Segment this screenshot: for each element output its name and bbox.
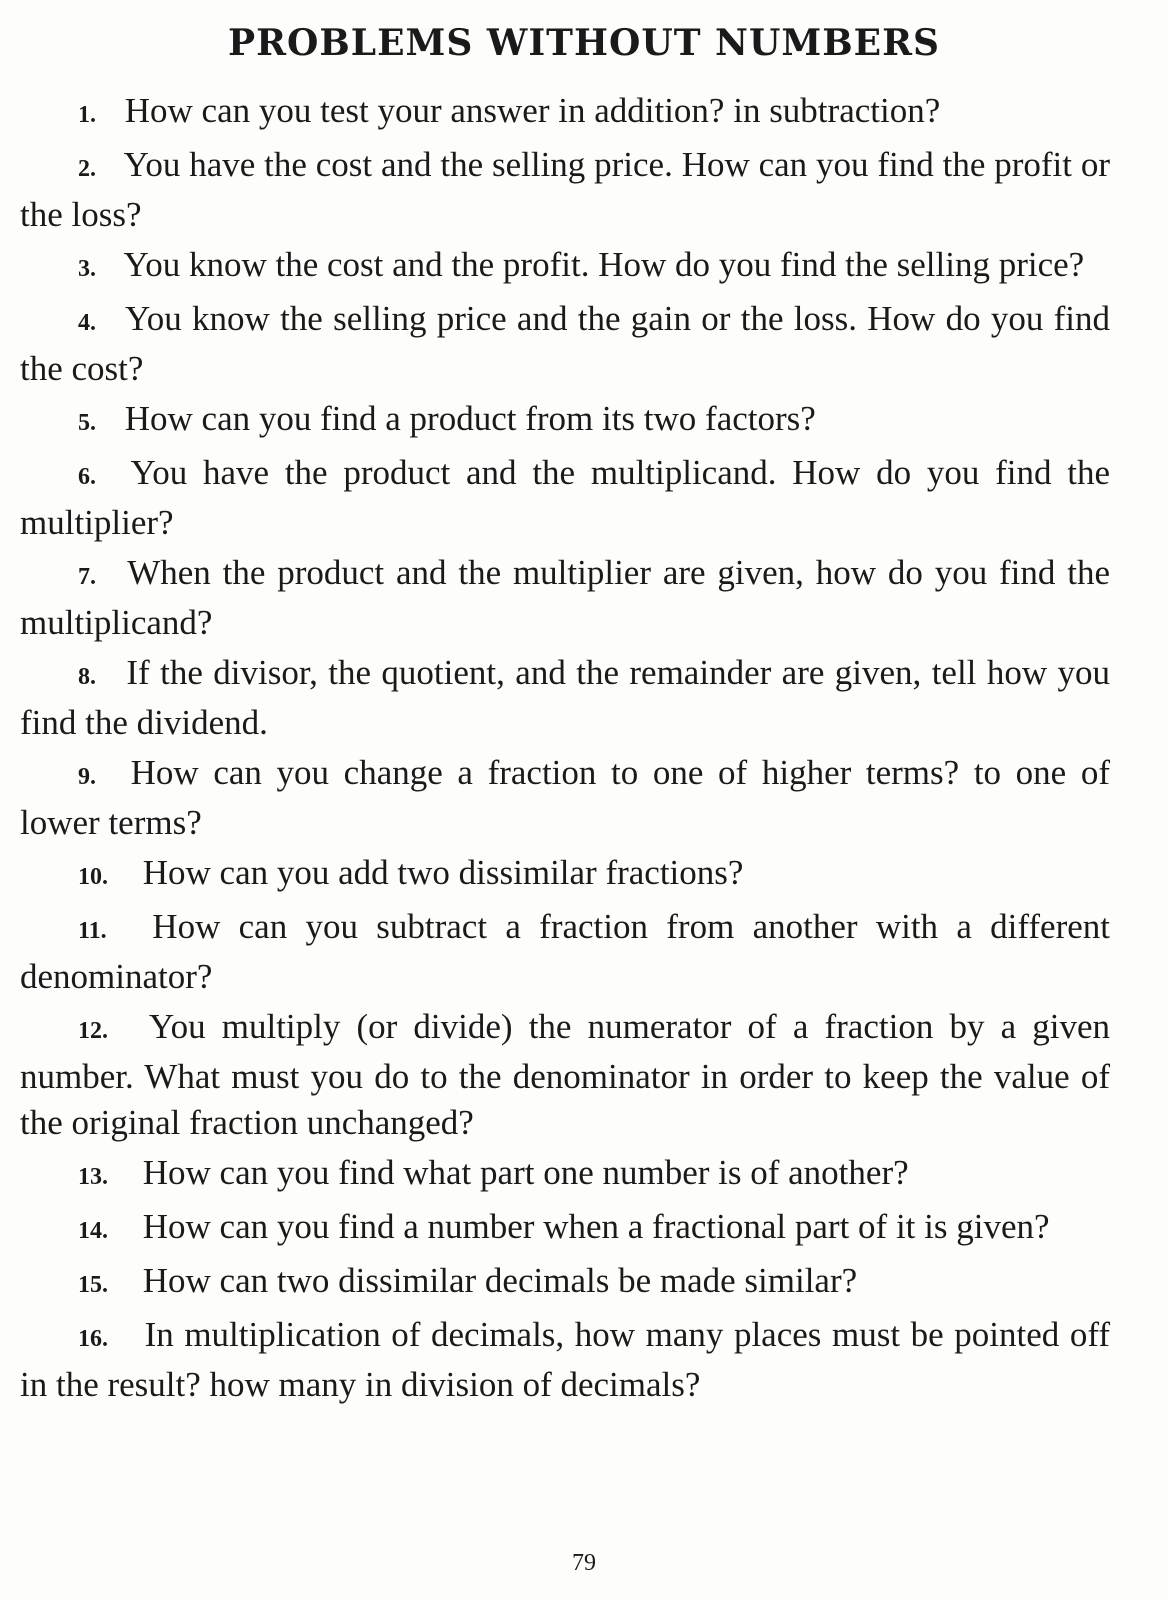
problem-number: 4.: [78, 310, 96, 336]
problem-number: 6.: [78, 464, 96, 490]
problem-text: How can you find a product from its two factors?: [124, 399, 816, 438]
problem-item: [20, 1004, 1110, 1146]
problem-text: In multiplication of decimals, how many places must be pointed off in the result? how many in division of decimals?: [20, 1315, 1110, 1404]
problem-item: [20, 142, 1110, 238]
problem-item: [20, 296, 1110, 392]
problem-item: [20, 904, 1110, 1000]
problem-number: 10.: [78, 864, 108, 890]
problem-text: How can you find what part one number is of another?: [142, 1153, 909, 1192]
problem-text: You know the cost and the profit. How do you find the selling price?: [123, 245, 1085, 284]
page-title: PROBLEMS WITHOUT NUMBERS: [228, 22, 940, 64]
problem-item: [20, 88, 1110, 138]
problem-item: [20, 850, 1110, 900]
problem-text: When the product and the multiplier are given, how do you find the multiplicand?: [20, 553, 1111, 642]
problem-item: [20, 396, 1110, 446]
problem-number: 9.: [78, 764, 96, 790]
problem-text: How can you find a number when a fractional part of it is given?: [142, 1207, 1050, 1246]
problem-text: How can you change a fraction to one of higher terms? to one of lower terms?: [20, 753, 1111, 842]
problem-number: 1.: [78, 102, 96, 128]
problem-text: You have the product and the multiplicand. How do you find the multiplier?: [20, 453, 1110, 542]
problem-text: You multiply (or divide) the numerator of a fraction by a given number. What must you do to the denominator in order to keep the value of the original fraction unchanged?: [20, 1007, 1111, 1142]
problem-item: [20, 750, 1110, 846]
problem-item: [20, 242, 1110, 292]
problem-item: [20, 1258, 1110, 1308]
problem-number: 7.: [78, 564, 96, 590]
problem-number: 16.: [78, 1326, 108, 1352]
problem-number: 14.: [78, 1218, 108, 1244]
problem-item: [20, 650, 1110, 746]
problem-item: [20, 450, 1110, 546]
problem-item: [20, 1204, 1110, 1254]
problem-number: 12.: [78, 1018, 108, 1044]
problem-number: 11.: [78, 918, 107, 944]
problem-list: [20, 88, 1110, 1412]
problem-text: How can you test your answer in addition? in subtraction?: [124, 91, 941, 130]
problem-item: [20, 1312, 1110, 1408]
problem-number: 2.: [78, 156, 96, 182]
problem-text: You have the cost and the selling price. How can you find the profit or the loss?: [20, 145, 1110, 234]
problem-text: How can you add two dissimilar fractions?: [142, 853, 744, 892]
problem-item: [20, 550, 1110, 646]
problem-text: You know the selling price and the gain or the loss. How do you find the cost?: [20, 299, 1111, 388]
problem-number: 13.: [78, 1164, 108, 1190]
problem-number: 8.: [78, 664, 96, 690]
problem-text: How can you subtract a fraction from another with a different denominator?: [20, 907, 1111, 996]
problem-text: How can two dissimilar decimals be made similar?: [142, 1261, 858, 1300]
problem-text: If the divisor, the quotient, and the remainder are given, tell how you find the dividend.: [20, 653, 1110, 742]
problem-item: [20, 1150, 1110, 1200]
page-number: 79: [572, 1550, 596, 1576]
problem-number: 5.: [78, 410, 96, 436]
problem-number: 3.: [78, 256, 96, 282]
problem-number: 15.: [78, 1272, 108, 1298]
